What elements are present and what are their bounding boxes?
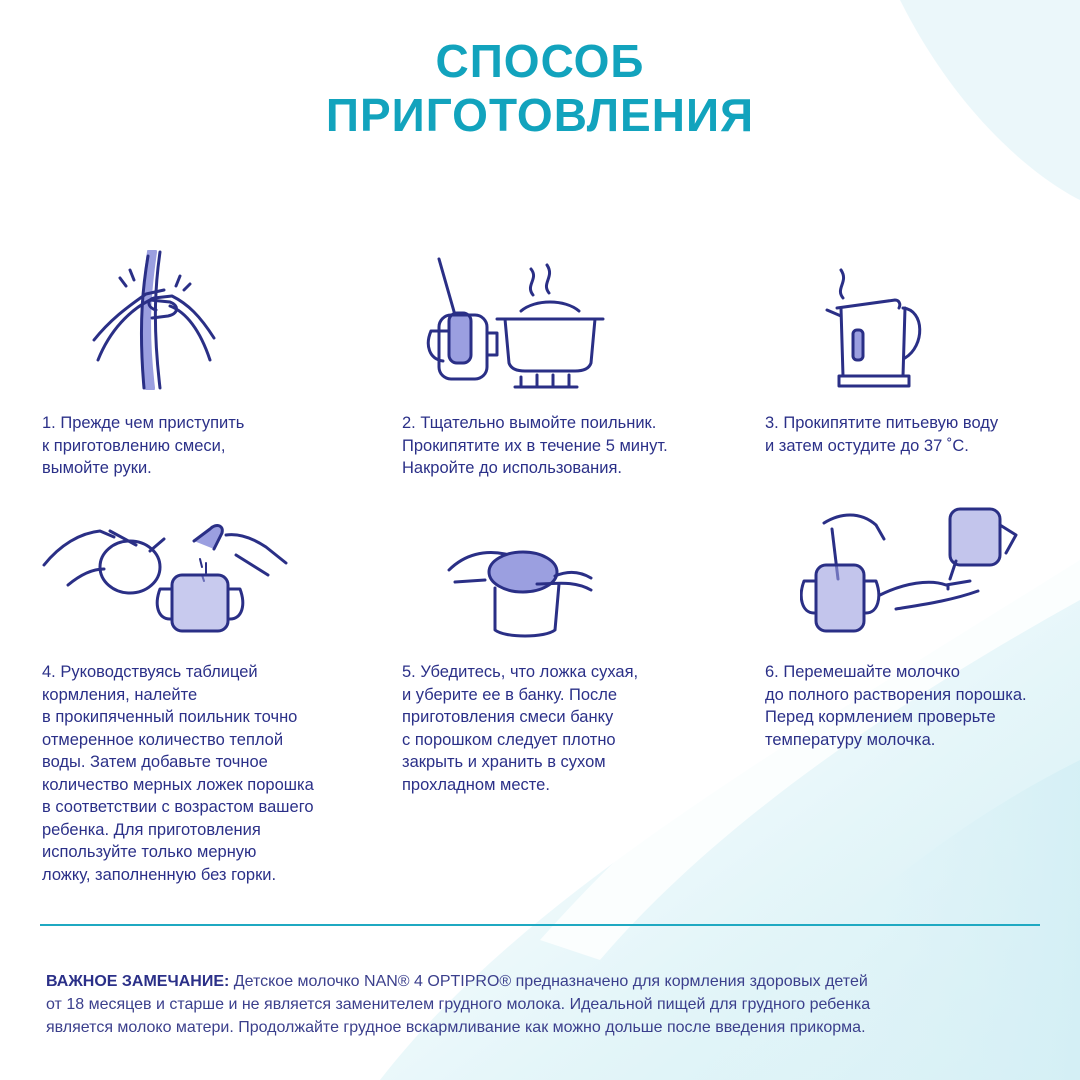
important-note [46, 970, 1046, 1039]
brush-and-boiling-pot-icon [425, 255, 610, 390]
divider-line [40, 924, 1040, 926]
kettle-icon [825, 268, 925, 393]
title-line-2: ПРИГОТОВЛЕНИЯ [325, 89, 755, 141]
note-line-3: является молоко матери. Продолжайте грудное вскармливание как можно дольше после введения прикорма. [46, 1019, 866, 1036]
note-label: ВАЖНОЕ ЗАМЕЧАНИЕ: [46, 973, 230, 990]
note-text-1: Детское молочко NAN® 4 OPTIPRO® предназначено для кормления здоровых детей [229, 973, 868, 990]
step-1-text: 1. Прежде чем приступить к приготовлению смеси, вымойте руки. [42, 414, 245, 477]
step-5-text: 5. Убедитесь, что ложка сухая, и уберите ее в банку. После приготовления смеси банку с порошком следует плотно закрыть и хранить в сухом прохладном месте. [402, 663, 639, 794]
step-4-text: 4. Руководствуясь таблицей кормления, налейте в прокипяченный поильник точно отмеренное количество теплой воды. Затем добавьте точное количество мерных ложек порошка в соответствии с возрастом вашего ребенка. Для приготовления используйте только мерную ложку, заполненную без горки. [42, 663, 314, 884]
closing-can-icon [445, 540, 595, 640]
measuring-scoop-and-cup-icon [40, 515, 290, 640]
title-line-1: СПОСОБ [435, 35, 645, 87]
washing-hands-icon [90, 250, 220, 390]
note-line-1 [46, 970, 1046, 993]
step-6-text: 6. Перемешайте молочко до полного растворения порошка. Перед кормлением проверьте температуру молочка. [765, 663, 1027, 749]
stirring-and-testing-icon [800, 505, 1030, 640]
note-line-2: от 18 месяцев и старше и не является заменителем грудного молока. Идеальной пищей для грудного ребенка [46, 996, 871, 1013]
step-2-text: 2. Тщательно вымойте поильник. Прокипятите их в течение 5 минут. Накройте до использования. [402, 414, 668, 477]
page-title [0, 34, 1080, 142]
step-3-text: 3. Прокипятите питьевую воду и затем остудите до 37 ˚С. [765, 414, 999, 455]
